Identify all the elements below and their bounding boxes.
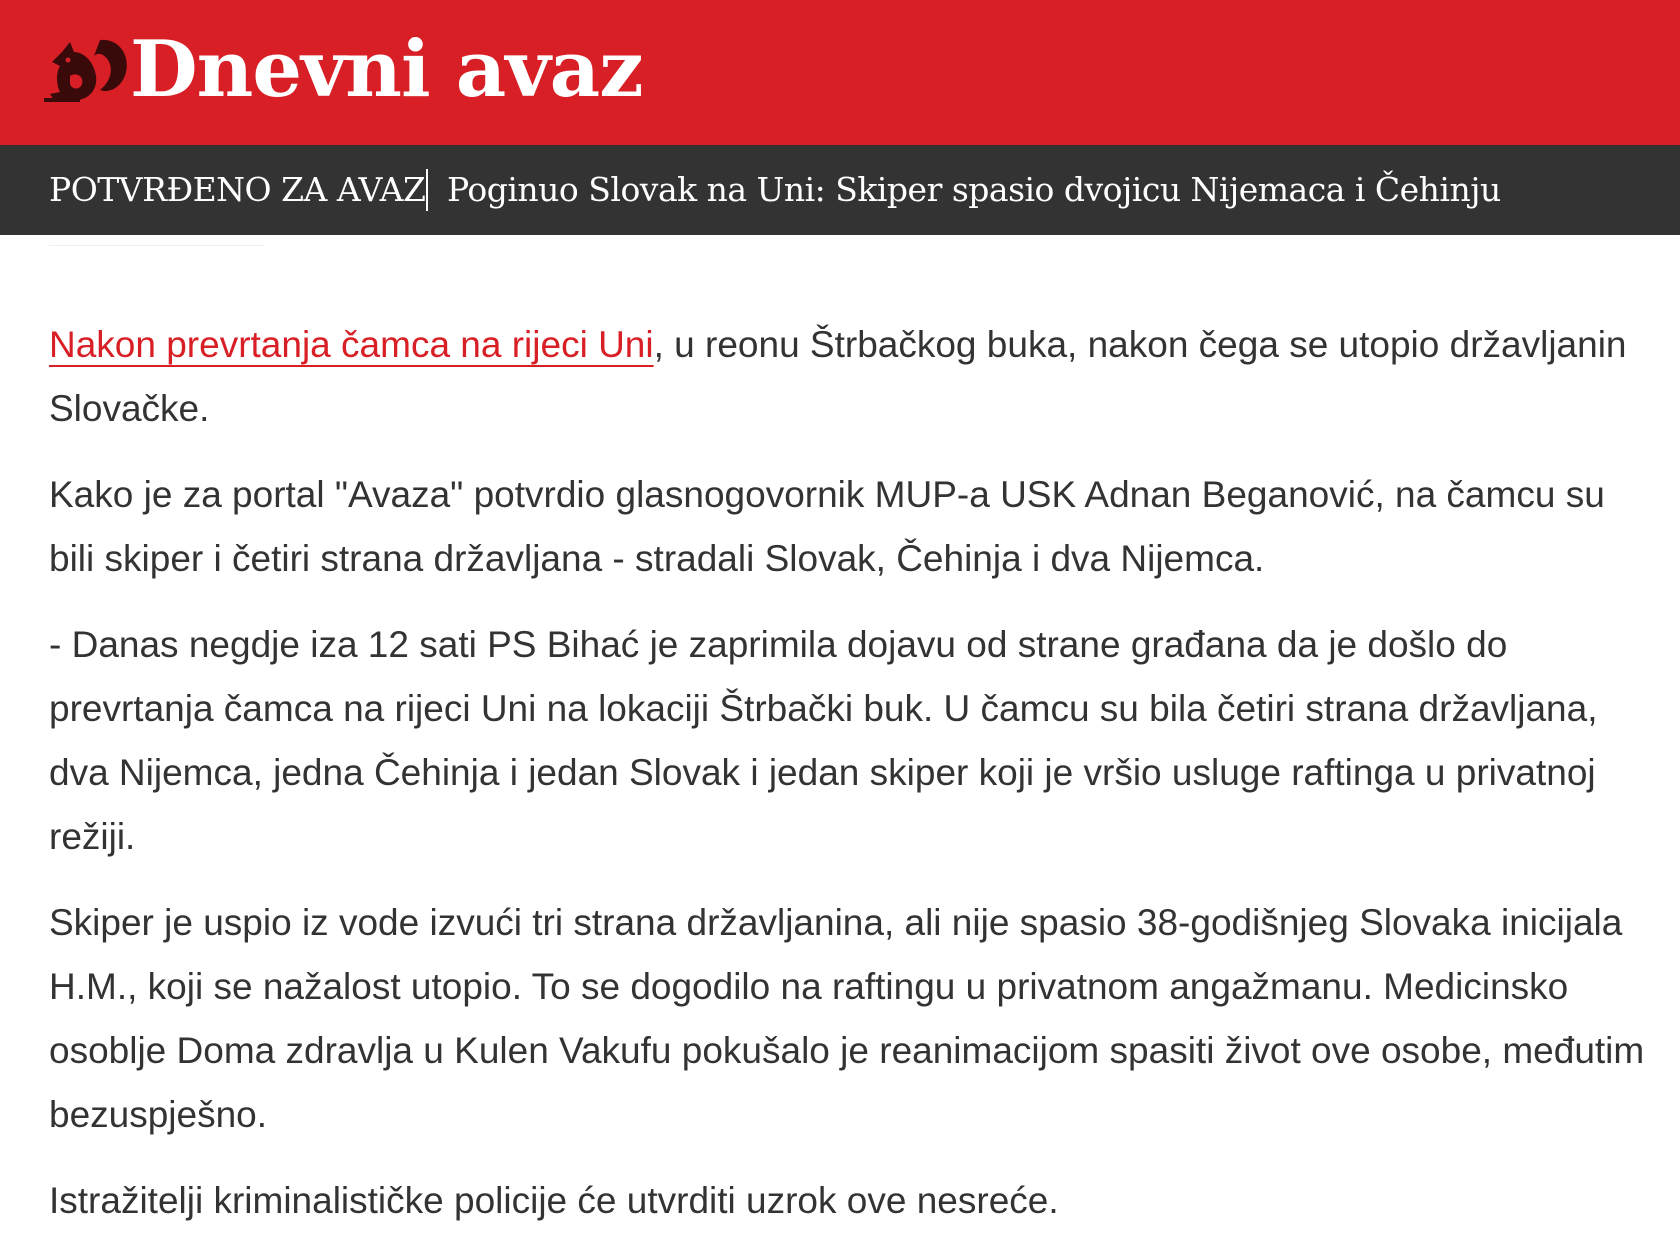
article-paragraph: Skiper je uspio iz vode izvući tri strana državljanina, ali nije spasio 38-godišnjeg Slovaka inicijala H.M., koji se nažalost utopio. To se dogodilo na raftingu u privatnom angažmanu. Medicinsko osoblje Doma zdravlja u Kulen Vakufu pokušalo je reanimacijom spasiti život ove osobe, međutim bezuspješno. (49, 902, 1645, 1135)
article-paragraph: - Danas negdje iza 12 sati PS Bihać je zaprimila dojavu od strane građana da je došlo do prevrtanja čamca na rijeci Uni na lokaciji Štrbački buk. U čamcu su bila četiri strana državljana, dva Nijemca, jedna Čehinja i jedan Slovak i jedan skiper koji je vršio usluge raftinga u privatnoj režiji. (49, 624, 1598, 857)
article-body (49, 313, 1659, 1255)
headline-bar (0, 145, 1680, 235)
article-kicker[interactable]: POTVRĐENO ZA AVAZ (49, 170, 426, 209)
divider (49, 245, 264, 246)
lead-paragraph (49, 313, 1659, 441)
site-logo[interactable]: Dnevni avaz (130, 24, 643, 115)
article-headline[interactable]: Poginuo Slovak na Uni: Skiper spasio dvojicu Nijemaca i Čehinju (447, 170, 1501, 209)
article-paragraph: Kako je za portal "Avaza" potvrdio glasnogovornik MUP-a USK Adnan Beganović, na čamcu su bili skiper i četiri strana državljana - stradali Slovak, Čehinja i dva Nijemca. (49, 474, 1605, 579)
lead-paragraph-text: , u reonu Štrbačkog buka, nakon čega se utopio državljanin Slovačke. (49, 324, 1627, 429)
article-paragraph: Istražitelji kriminalističke policije će utvrditi uzrok ove nesreće. (49, 1180, 1059, 1221)
kicker-divider (426, 169, 428, 211)
squirrel-logo-icon[interactable] (40, 32, 128, 108)
related-article-link[interactable]: Nakon prevrtanja čamca na rijeci Uni (49, 324, 654, 365)
masthead (0, 0, 1680, 145)
